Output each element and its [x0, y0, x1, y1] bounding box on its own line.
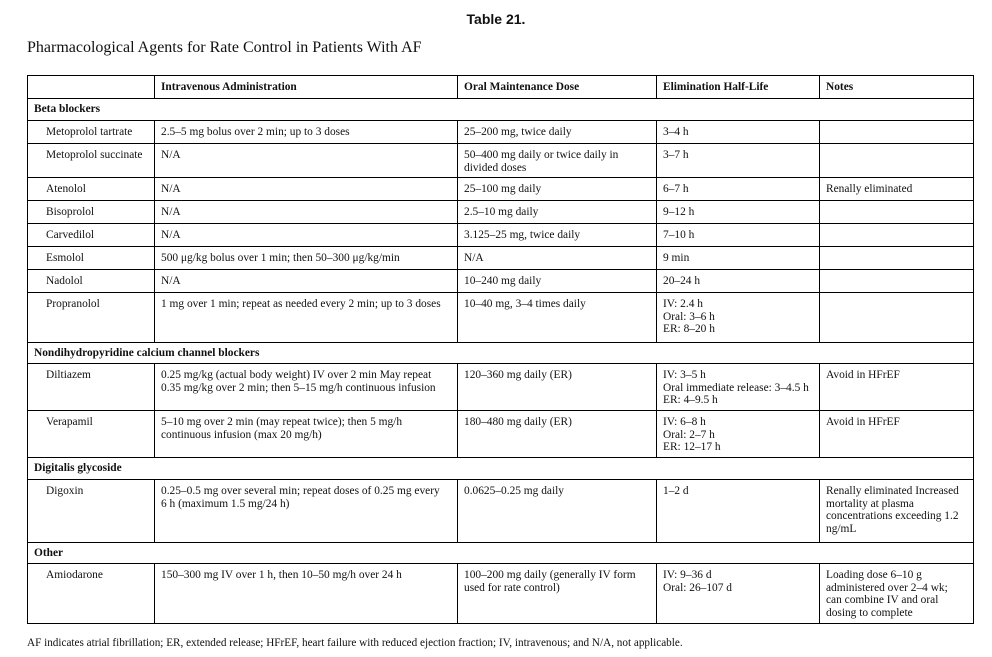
agent-cell: Diltiazem	[28, 364, 155, 411]
iv-cell	[155, 364, 458, 411]
notes-cell	[820, 480, 974, 543]
oral-cell	[458, 364, 657, 411]
cell-line: N/A	[161, 229, 181, 242]
oral-cell	[458, 564, 657, 623]
table-row	[28, 270, 974, 293]
cell-line: IV: 9–36 d	[663, 569, 712, 582]
cell-line: N/A	[161, 206, 181, 219]
cell-line: N/A	[161, 275, 181, 288]
group-row	[28, 543, 974, 564]
table-body	[28, 99, 974, 624]
group-row	[28, 458, 974, 480]
cell-line: 2.5–5 mg bolus over 2 min; up to 3 doses	[161, 126, 350, 138]
cell-line: Oral: 2–7 h	[663, 428, 715, 441]
group-row	[28, 99, 974, 121]
cell-line: 180–480 mg daily (ER)	[464, 416, 572, 429]
agent-cell: Digoxin	[28, 480, 155, 543]
cell-line: Loading dose 6–10 g	[826, 569, 922, 582]
cell-line: 5–10 mg over 2 min (may repeat twice); then 5 mg/h	[161, 416, 403, 429]
cell-line: 50–400 mg daily or twice daily in	[464, 149, 619, 161]
table-row	[28, 178, 974, 201]
cell-line: 6–7 h	[663, 183, 689, 196]
cell-line: 0.0625–0.25 mg daily	[464, 485, 564, 498]
cell-line: IV: 6–8 h	[663, 416, 706, 429]
cell-line: 20–24 h	[663, 275, 701, 288]
cell-line: 150–300 mg IV over 1 h, then 10–50 mg/h over 24 h	[161, 569, 402, 582]
cell-line: Renally eliminated	[826, 183, 913, 196]
cell-line: N/A	[464, 252, 484, 265]
cell-line: 7–10 h	[663, 229, 695, 242]
table-row	[28, 144, 974, 178]
cell-line: Renally eliminated Increased	[826, 485, 959, 498]
cell-line: 100–200 mg daily (generally IV form	[464, 569, 636, 582]
cell-line: Oral: 26–107 d	[663, 581, 732, 594]
half-life-cell	[657, 224, 820, 247]
half-life-cell	[657, 201, 820, 224]
cell-line: used for rate control)	[464, 581, 560, 594]
oral-cell	[458, 480, 657, 543]
agent-cell: Metoprolol succinate	[28, 144, 155, 178]
cell-line: 25–200 mg, twice daily	[464, 126, 572, 138]
cell-line: 3–4 h	[663, 126, 689, 138]
cell-line: 1–2 d	[663, 485, 689, 498]
notes-cell	[820, 144, 974, 178]
cell-line: IV: 3–5 h	[663, 369, 706, 382]
agent-cell: Esmolol	[28, 247, 155, 270]
header-row	[28, 76, 974, 99]
oral-cell	[458, 270, 657, 293]
half-life-cell	[657, 247, 820, 270]
iv-cell	[155, 144, 458, 178]
table-row	[28, 201, 974, 224]
cell-line: Avoid in HFrEF	[826, 369, 900, 382]
iv-cell	[155, 247, 458, 270]
cell-line: 120–360 mg daily (ER)	[464, 369, 572, 382]
cell-line: Oral: 3–6 h	[663, 310, 715, 323]
notes-cell	[820, 411, 974, 458]
table-row	[28, 121, 974, 144]
notes-cell	[820, 201, 974, 224]
cell-line: 3.125–25 mg, twice daily	[464, 229, 581, 242]
table-row	[28, 224, 974, 247]
cell-line: ER: 8–20 h	[663, 323, 715, 336]
header-notes: Notes	[820, 76, 974, 99]
oral-cell	[458, 224, 657, 247]
group-name: Nondihydropyridine calcium channel blockers	[28, 343, 974, 364]
cell-line: ER: 4–9.5 h	[663, 394, 718, 407]
oral-cell	[458, 247, 657, 270]
table-row	[28, 564, 974, 623]
oral-cell	[458, 121, 657, 144]
notes-cell	[820, 293, 974, 343]
iv-cell	[155, 121, 458, 144]
iv-cell	[155, 411, 458, 458]
half-life-cell	[657, 293, 820, 343]
iv-cell	[155, 201, 458, 224]
cell-line: 10–240 mg daily	[464, 275, 542, 288]
notes-cell	[820, 121, 974, 144]
notes-cell	[820, 564, 974, 623]
iv-cell	[155, 293, 458, 343]
cell-line: 3–7 h	[663, 149, 689, 161]
oral-cell	[458, 201, 657, 224]
cell-line: dosing to complete	[826, 606, 913, 619]
cell-line: mortality at plasma	[826, 497, 914, 510]
cell-line: IV: 2.4 h	[663, 298, 703, 311]
table-row	[28, 293, 974, 343]
cell-line: can combine IV and oral	[826, 594, 939, 607]
notes-cell	[820, 247, 974, 270]
agent-cell: Verapamil	[28, 411, 155, 458]
iv-cell	[155, 270, 458, 293]
oral-cell	[458, 144, 657, 178]
oral-cell	[458, 178, 657, 201]
cell-line: 9–12 h	[663, 206, 695, 219]
agent-cell: Amiodarone	[28, 564, 155, 623]
table-row	[28, 411, 974, 458]
table-row	[28, 247, 974, 270]
cell-line: Avoid in HFrEF	[826, 416, 900, 429]
agent-cell: Metoprolol tartrate	[28, 121, 155, 144]
cell-line: 25–100 mg daily	[464, 183, 542, 196]
cell-line: 6 h (maximum 1.5 mg/24 h)	[161, 497, 290, 510]
cell-line: 0.25 mg/kg (actual body weight) IV over 2 min May repeat	[161, 369, 432, 382]
notes-cell	[820, 178, 974, 201]
cell-line: N/A	[161, 183, 181, 196]
half-life-cell	[657, 178, 820, 201]
cell-line: divided doses	[464, 161, 527, 174]
footnote: AF indicates atrial fibrillation; ER, extended release; HFrEF, heart failure with reduced ejection fraction; IV, intravenous; and N/A, not applicable.	[27, 637, 683, 649]
cell-line: 9 min	[663, 252, 690, 265]
table-number: Table 21.	[466, 11, 526, 27]
group-row	[28, 343, 974, 364]
header-oral: Oral Maintenance Dose	[458, 76, 657, 99]
header-agent	[28, 76, 155, 99]
cell-line: 1 mg over 1 min; repeat as needed every 2 min; up to 3 doses	[161, 298, 441, 311]
iv-cell	[155, 480, 458, 543]
half-life-cell	[657, 564, 820, 623]
header-half-life: Elimination Half-Life	[657, 76, 820, 99]
cell-line: concentrations exceeding 1.2	[826, 510, 959, 523]
group-name: Digitalis glycoside	[28, 458, 974, 480]
table-row	[28, 364, 974, 411]
cell-line: 500 μg/kg bolus over 1 min; then 50–300 μg/kg/min	[161, 252, 400, 265]
half-life-cell	[657, 411, 820, 458]
notes-cell	[820, 364, 974, 411]
cell-line: continuous infusion (max 20 mg/h)	[161, 428, 322, 441]
half-life-cell	[657, 364, 820, 411]
iv-cell	[155, 224, 458, 247]
cell-line: ER: 12–17 h	[663, 441, 721, 454]
group-name: Other	[28, 543, 974, 564]
oral-cell	[458, 411, 657, 458]
header-iv: Intravenous Administration	[155, 76, 458, 99]
agent-cell: Propranolol	[28, 293, 155, 343]
cell-line: ng/mL	[826, 522, 857, 535]
iv-cell	[155, 564, 458, 623]
agent-cell: Carvedilol	[28, 224, 155, 247]
half-life-cell	[657, 480, 820, 543]
cell-line: 10–40 mg, 3–4 times daily	[464, 298, 586, 311]
cell-line: Oral immediate release: 3–4.5 h	[663, 381, 809, 394]
iv-cell	[155, 178, 458, 201]
rate-control-table	[27, 75, 974, 624]
cell-line: 0.35 mg/kg over 2 min; then 5–15 mg/h continuous infusion	[161, 381, 436, 394]
notes-cell	[820, 224, 974, 247]
half-life-cell	[657, 121, 820, 144]
half-life-cell	[657, 144, 820, 178]
group-name: Beta blockers	[28, 99, 974, 121]
oral-cell	[458, 293, 657, 343]
agent-cell: Nadolol	[28, 270, 155, 293]
cell-line: administered over 2–4 wk;	[826, 581, 948, 594]
table-title: Pharmacological Agents for Rate Control in Patients With AF	[27, 39, 422, 56]
half-life-cell	[657, 270, 820, 293]
agent-cell: Atenolol	[28, 178, 155, 201]
agent-cell: Bisoprolol	[28, 201, 155, 224]
cell-line: N/A	[161, 149, 181, 161]
cell-line: 2.5–10 mg daily	[464, 206, 539, 219]
table-row	[28, 480, 974, 543]
cell-line: 0.25–0.5 mg over several min; repeat doses of 0.25 mg every	[161, 485, 440, 498]
notes-cell	[820, 270, 974, 293]
